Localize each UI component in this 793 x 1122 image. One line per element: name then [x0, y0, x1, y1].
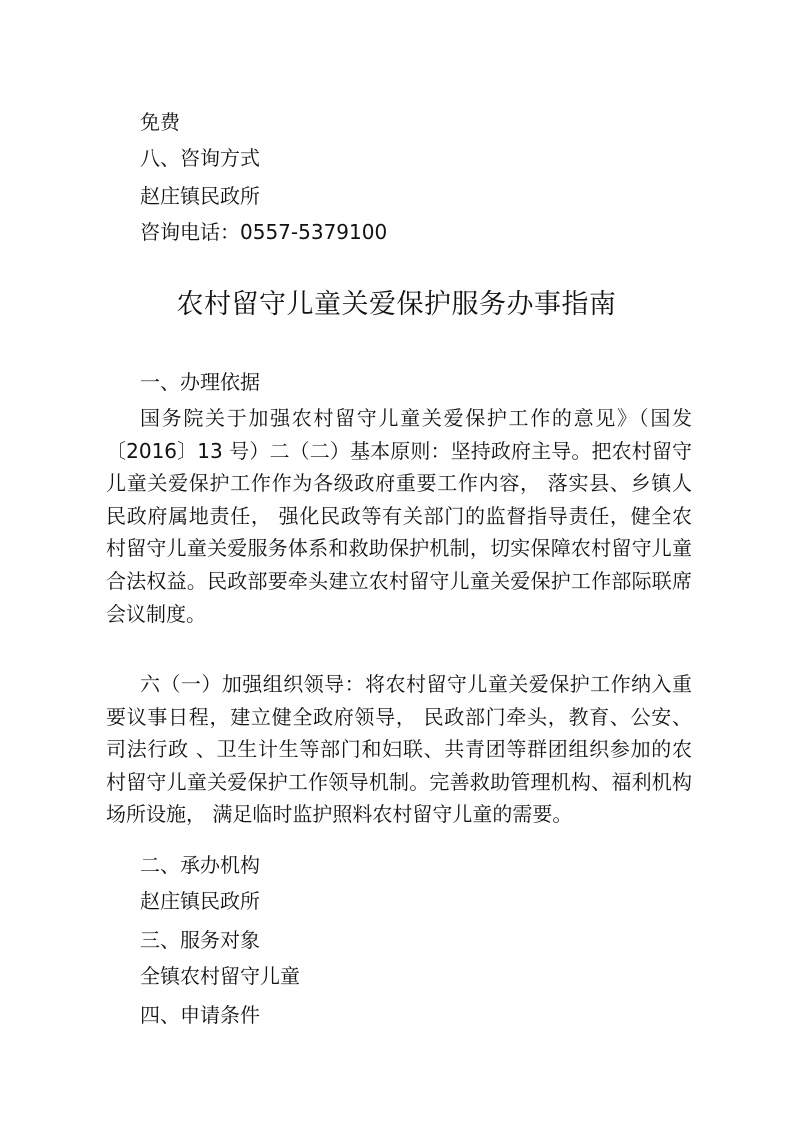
handling-office: 赵庄镇民政所 [140, 889, 260, 913]
section-2-heading: 二、承办机构 [140, 853, 260, 877]
section-4-heading: 四、申请条件 [140, 1003, 260, 1027]
section-8-heading: 八、咨询方式 [140, 146, 260, 170]
section-1-heading: 一、办理依据 [140, 370, 260, 394]
service-target: 全镇农村留守儿童 [140, 964, 300, 988]
basis-paragraph-1: 国务院关于加强农村留守儿童关爱保护工作的意见》（国发〔2016〕13 号）二（二）基本原则：坚持政府主导。把农村留守儿童关爱保护工作作为各级政府重要工作内容， 落实县、乡镇人民政府属地责任， 强化民政等有关部门的监督指导责任，健全农村留守儿童关爱服务体系和救助保护机制，切实保障农村留守儿童合法权益。民政部要牵头建立农村留守儿童关爱保护工作部际联席会议制度。 [106, 406, 692, 626]
consult-office: 赵庄镇民政所 [140, 184, 260, 208]
basis-paragraph-2: 六（一）加强组织领导：将农村留守儿童关爱保护工作纳入重要议事日程，建立健全政府领导， 民政部门牵头，教育、公安、司法行政 、卫生计生等部门和妇联、共青团等群团组织参加的农村留守儿童关爱保护工作领导机制。完善救助管理机构、福利机构场所设施， 满足临时监护照料农村留守儿童的需要。 [106, 672, 692, 827]
consult-phone: 咨询电话：0557-5379100 [140, 220, 388, 244]
guide-title: 农村留守儿童关爱保护服务办事指南 [176, 289, 617, 320]
fee-text: 免费 [140, 110, 180, 134]
section-3-heading: 三、服务对象 [140, 928, 260, 952]
